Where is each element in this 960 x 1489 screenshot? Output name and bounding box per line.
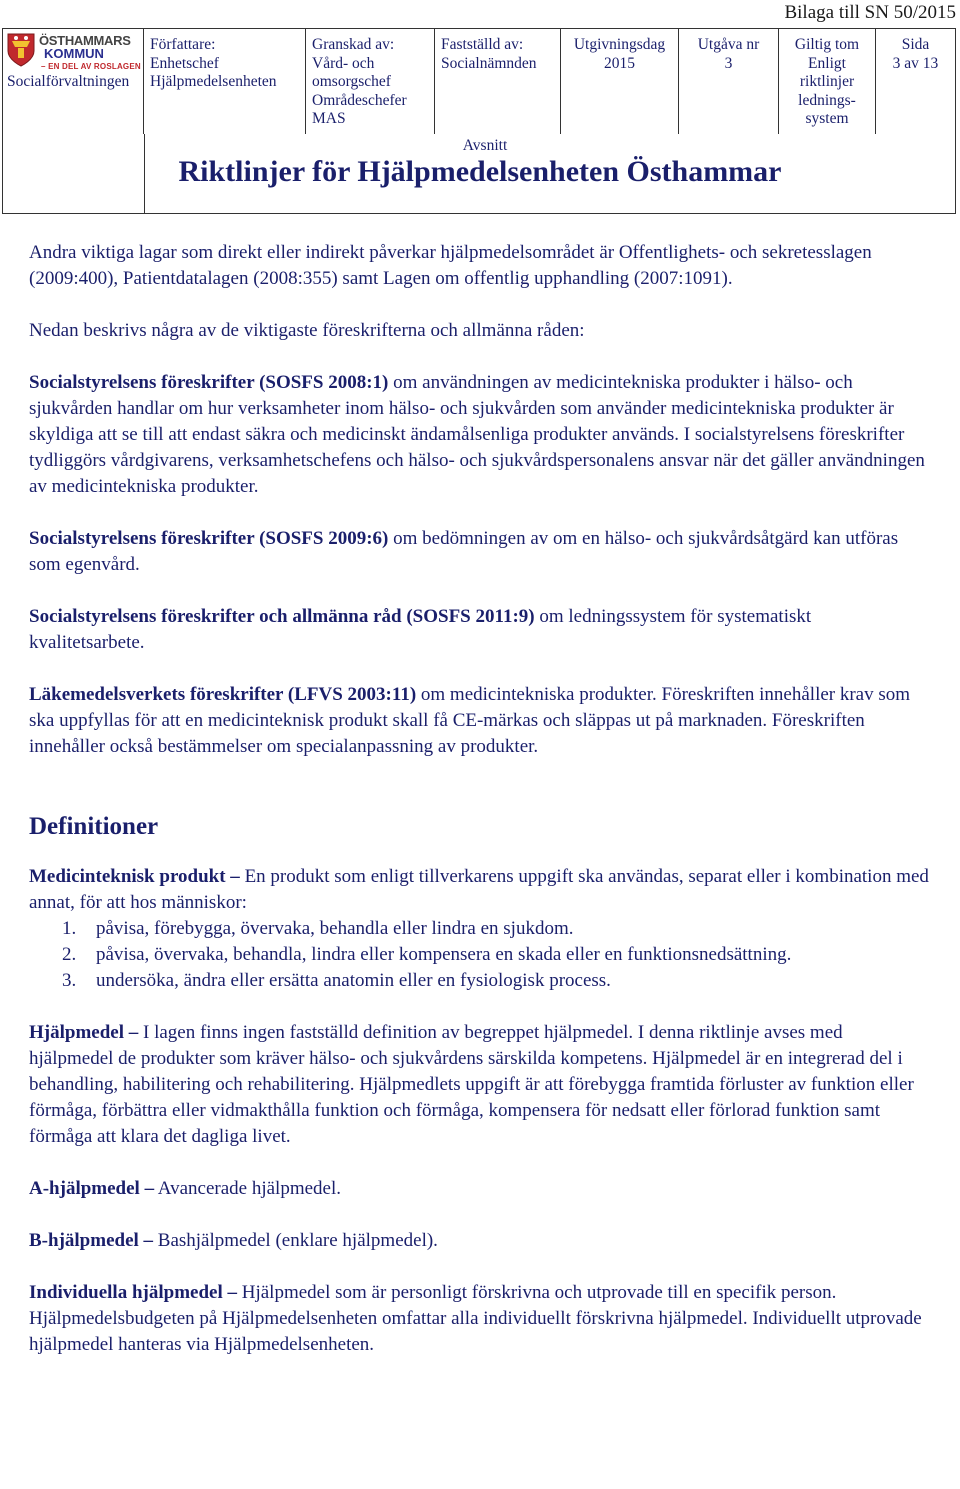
author-line: Enhetschef — [150, 54, 219, 72]
regulation-sosfs-2011-9 — [29, 604, 929, 656]
definition-text: I lagen finns ingen fastställd definition av begreppet hjälpmedel. I denna riktlinje avses med hjälpmedel de produkter som kräver hälso- och sjukvårdens särskilda kompetens. Hjälpmedel är en integrerad del i behandling, habilitering och rehabilitering. Hjälpmedlets uppgift är att förebygga framtida förluster av funktion eller förmåga, förbättra eller vidmakthålla funktion och förmåga, kompensera för nedsatt eller förlorad funktion samt förmåga att klara det dagliga livet. — [29, 1022, 914, 1147]
regulation-title: Socialstyrelsens föreskrifter och allmänna råd (SOSFS 2011:9) — [29, 606, 535, 627]
issue-day-label: Utgivningsdag — [573, 36, 666, 53]
document-title: Riktlinjer för Hjälpmedelsenheten Östhammar — [178, 155, 782, 188]
list-item — [29, 916, 929, 942]
definition-term: Hjälpmedel – — [29, 1022, 139, 1043]
regulation-title: Socialstyrelsens föreskrifter (SOSFS 2008:1) — [29, 372, 389, 393]
logo-text-roslagen: – EN DEL AV ROSLAGEN — [41, 62, 141, 71]
definition-text: En produkt som enligt tillverkarens uppgift ska användas, separat eller i kombination med annat, för att hos människor: — [29, 866, 929, 913]
definition-term: Medicinteknisk produkt – — [29, 866, 240, 887]
definition-a-device — [29, 1176, 929, 1202]
reviewed-line: omsorgschef — [312, 73, 391, 90]
page-label: Sida — [901, 36, 930, 53]
list-text: undersöka, ändra eller ersätta anatomin eller en fysiologisk process. — [96, 970, 611, 991]
reviewed-label: Granskad av: — [312, 36, 395, 53]
reviewed-line: MAS — [312, 110, 346, 127]
issue-day-cell — [561, 29, 679, 134]
edition-value: 3 — [724, 54, 733, 72]
list-number: 1. — [62, 918, 77, 939]
intro-paragraph: Nedan beskrivs några av de viktigaste föreskrifterna och allmänna råden: — [29, 320, 585, 341]
valid-line: system — [805, 110, 849, 127]
regulation-sosfs-2008-1 — [29, 370, 929, 500]
valid-line: lednings- — [798, 91, 856, 109]
definition-medical-device — [29, 864, 929, 916]
edition-label: Utgåva nr — [697, 36, 760, 53]
page-cell — [876, 29, 955, 134]
list-number: 3. — [62, 970, 77, 991]
definition-b-device — [29, 1228, 929, 1254]
definition-term: A-hjälpmedel – — [29, 1178, 155, 1199]
regulation-text: om ledningssystem för systematiskt kvalitetsarbete. — [29, 606, 812, 653]
valid-line: Giltig tom — [794, 36, 860, 53]
regulation-lfvs-2003-11 — [29, 682, 929, 760]
definition-text: Avancerade hjälpmedel. — [154, 1178, 341, 1199]
attachment-label: Bilaga till SN 50/2015 — [784, 2, 956, 23]
definition-text: Bashjälpmedel (enklare hjälpmedel). — [153, 1230, 438, 1251]
regulation-text: om medicintekniska produkter. Föreskriften innehåller krav som ska uppfyllas för att en medicinteknisk produkt skall få CE-märkas och släppas ut på marknaden. Föreskriften innehåller också bestämmelser om specialanpassning av produkter. — [29, 684, 911, 757]
list-item — [29, 942, 929, 968]
logo-text-kommun: KOMMUN — [44, 46, 104, 61]
municipality-logo — [7, 33, 143, 71]
medical-device-criteria-list — [29, 916, 929, 994]
regulation-title: Läkemedelsverkets föreskrifter (LFVS 2003:11) — [29, 684, 417, 705]
logo-text-osthammars: ÖSTHAMMARS — [39, 33, 131, 48]
list-item — [29, 968, 929, 994]
coat-of-arms-icon — [7, 33, 35, 67]
section-label: Avsnitt — [462, 137, 508, 154]
author-cell — [144, 29, 306, 134]
valid-cell — [779, 29, 876, 134]
definitions-heading: Definitioner — [29, 813, 159, 840]
regulation-sosfs-2009-6 — [29, 526, 929, 578]
document-header — [2, 28, 956, 214]
reviewed-line: Vård- och — [312, 54, 375, 72]
edition-cell — [679, 29, 779, 134]
definition-individual-device — [29, 1280, 929, 1358]
definition-text: Hjälpmedel som är personligt förskrivna och utprovade till en specifik person. Hjälpmedelsbudgeten på Hjälpmedelsenheten omfattar alla individuellt förskrivna hjälpmedel. Individuellt utprovade hjälpmedel hanteras via Hjälpmedelsenheten. — [29, 1282, 922, 1355]
list-text: påvisa, övervaka, behandla, lindra eller kompensera en skada eller en funktionsnedsättning. — [96, 944, 792, 965]
valid-line: riktlinjer — [799, 73, 855, 90]
reviewed-cell — [306, 29, 435, 134]
other-laws-paragraph: Andra viktiga lagar som direkt eller indirekt påverkar hjälpmedelsområdet är Offentlighets- och sekretesslagen (2009:400), Patientdatalagen (2008:355) samt Lagen om offentlig upphandling (2007:1091). — [29, 242, 872, 289]
approved-line: Socialnämnden — [441, 54, 537, 72]
author-line: Hjälpmedelsenheten — [150, 73, 277, 90]
valid-line: Enligt — [808, 54, 846, 72]
page-number: 3 av 13 — [892, 54, 939, 72]
list-text: påvisa, förebygga, övervaka, behandla eller lindra en sjukdom. — [96, 918, 574, 939]
definition-term: B-hjälpmedel – — [29, 1230, 154, 1251]
definition-term: Individuella hjälpmedel – — [29, 1282, 237, 1303]
document-body — [29, 240, 929, 1358]
author-label: Författare: — [150, 36, 216, 53]
definition-assistive-device — [29, 1020, 929, 1150]
approved-cell — [435, 29, 561, 134]
list-number: 2. — [62, 944, 77, 965]
logo-cell — [3, 29, 144, 134]
reviewed-line: Områdeschefer — [312, 91, 407, 109]
regulation-title: Socialstyrelsens föreskrifter (SOSFS 2009:6) — [29, 528, 389, 549]
department-name: Socialförvaltningen — [7, 73, 130, 90]
regulation-text: om bedömningen av om en hälso- och sjukvårdsåtgärd kan utföras som egenvård. — [29, 528, 899, 575]
issue-day-value: 2015 — [604, 54, 635, 72]
approved-label: Fastställd av: — [441, 36, 524, 53]
regulation-text: om användningen av medicintekniska produkter i hälso- och sjukvården handlar om hur verksamheter inom hälso- och sjukvården som använder medicintekniska produkter är skyldiga att se till att endast säkra och medicinskt ändamålsenliga produkter används. I socialstyrelsens föreskrifter tydliggörs vårdgivarens, verksamhetschefens och hälso- och sjukvårdspersonalens ansvar när det gäller användningen av medicintekniska produkter. — [29, 372, 925, 497]
